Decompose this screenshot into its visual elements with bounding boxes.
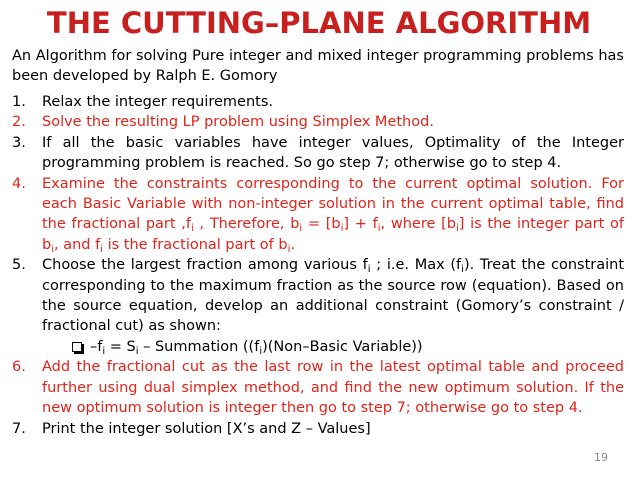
step-number: 7. [12, 420, 26, 437]
step-2 [12, 112, 624, 132]
step-text: Add the fractional cut as the last row in the latest optimal table and proceed further using dual simplex method, and find the new optimum solution. If the new optimum solution is integer then go to step 7; otherwise go to step 4. [42, 359, 624, 417]
step-5 [12, 255, 624, 357]
step-7 [12, 419, 624, 439]
step-number: 3. [12, 134, 26, 151]
step-number: 4. [12, 175, 26, 192]
slide-title: THE CUTTING–PLANE ALGORITHM [46, 6, 592, 40]
step-number: 2. [12, 114, 26, 131]
intro-paragraph: An Algorithm for solving Pure integer and mixed integer programming problems has been developed by Ralph E. Gomory [12, 48, 624, 84]
step-number: 1. [12, 94, 26, 110]
gomory-formula: $-f_i = S_i$ – Summation ($(f_i)(Non$–Basic Variable)) [42, 337, 624, 357]
step-text: Examine the constraints corresponding to the current optimal solution. For each Basic Variable with non-integer solution in the current optimal table, find the fractional part $,f_i$ , Therefore, $b_i = [b_i] + f_i$, where $[b_i]$ is the integer part of $b_i$, and $f_i$ is the fractional part of $b_i$. [42, 175, 624, 255]
checkbox-bullet-icon [72, 342, 82, 352]
step-text: If all the basic variables have integer values, Optimality of the Integer programming problem is reached. So go step 7; otherwise go to step 4. [42, 134, 624, 172]
step-number: 6. [12, 359, 26, 376]
steps-list [12, 92, 624, 439]
step-1 [12, 92, 624, 112]
step-text: Choose the largest fraction among various $f_i$ ; i.e. Max $(f_i)$. Treat the constraint corresponding to the maximum fraction as the source row (equation). Based on the source equation, develop an additional constraint (Gomory’s constraint / fractional cut) as shown: [42, 257, 625, 335]
step-text: Relax the integer requirements. [42, 94, 274, 110]
step-number: 5. [12, 257, 26, 274]
page-number: 19 [594, 451, 608, 464]
step-4 [12, 174, 624, 256]
step-text: Print the integer solution [X’s and Z – Values] [42, 420, 371, 437]
step-6 [12, 357, 624, 418]
step-text: Solve the resulting LP problem using Simplex Method. [42, 114, 434, 131]
step-3 [12, 133, 624, 174]
